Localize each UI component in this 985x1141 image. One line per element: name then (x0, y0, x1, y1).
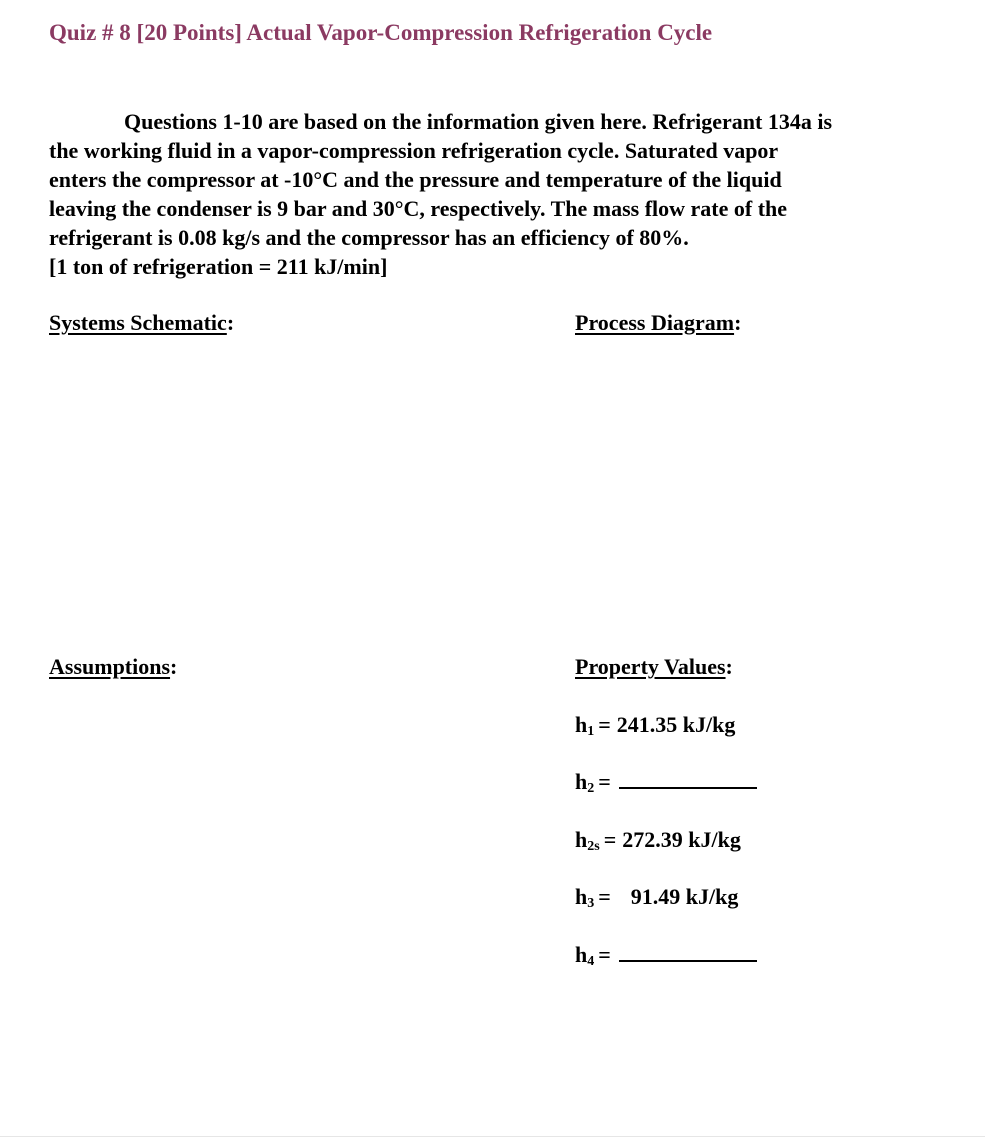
property-values-label: Property Values (575, 654, 726, 679)
problem-statement (49, 107, 939, 281)
assumptions-label: Assumptions (49, 654, 171, 679)
property-subscript: 4 (587, 954, 595, 969)
assumptions-heading (49, 654, 177, 680)
intro-line-1 (49, 107, 939, 136)
property-h2s (575, 827, 741, 853)
property-h3 (575, 884, 738, 910)
process-diagram-label: Process Diagram (575, 310, 735, 335)
property-values-heading (575, 654, 733, 680)
property-value: 272.39 kJ/kg (622, 827, 741, 852)
equals-sign: = (598, 712, 611, 737)
property-h4 (575, 942, 757, 968)
property-value: 91.49 kJ/kg (630, 884, 739, 909)
intro-line-6: [1 ton of refrigeration = 211 kJ/min] (49, 254, 388, 279)
property-subscript: 3 (587, 896, 595, 911)
property-subscript: 1 (587, 724, 595, 739)
process-diagram-heading (575, 310, 741, 336)
property-symbol: h (575, 769, 588, 794)
intro-line-1-text: Questions 1-10 are based on the information given here. Refrigerant 134a is (124, 109, 833, 134)
systems-schematic-heading (49, 310, 234, 336)
equals-sign: = (598, 884, 611, 909)
property-values-colon: : (725, 654, 733, 679)
intro-line-4: leaving the condenser is 9 bar and 30°C, respectively. The mass flow rate of the (49, 196, 788, 221)
equals-sign: = (598, 769, 611, 794)
property-symbol: h (575, 942, 588, 967)
property-subscript: 2s (587, 839, 600, 854)
property-symbol: h (575, 712, 588, 737)
property-subscript: 2 (587, 781, 595, 796)
systems-schematic-label: Systems Schematic (49, 310, 227, 335)
property-h2 (575, 769, 757, 795)
equals-sign: = (598, 942, 611, 967)
systems-schematic-colon: : (226, 310, 235, 335)
process-diagram-colon: : (734, 310, 742, 335)
equals-sign: = (603, 827, 617, 852)
property-symbol: h (575, 884, 588, 909)
page-bottom-edge (0, 1136, 985, 1137)
quiz-title: Quiz # 8 [20 Points] Actual Vapor-Compression Refrigeration Cycle (49, 20, 713, 45)
answer-blank[interactable] (619, 769, 757, 789)
intro-line-3: enters the compressor at -10°C and the pressure and temperature of the liquid (49, 167, 782, 192)
assumptions-colon: : (170, 654, 178, 679)
answer-blank[interactable] (619, 942, 757, 962)
property-h1 (575, 712, 735, 738)
property-value: 241.35 kJ/kg (616, 712, 736, 737)
intro-line-2: the working fluid in a vapor-compression refrigeration cycle. Saturated vapor (49, 138, 779, 163)
property-symbol: h (575, 827, 588, 852)
intro-line-5: refrigerant is 0.08 kg/s and the compressor has an efficiency of 80%. (49, 225, 689, 250)
